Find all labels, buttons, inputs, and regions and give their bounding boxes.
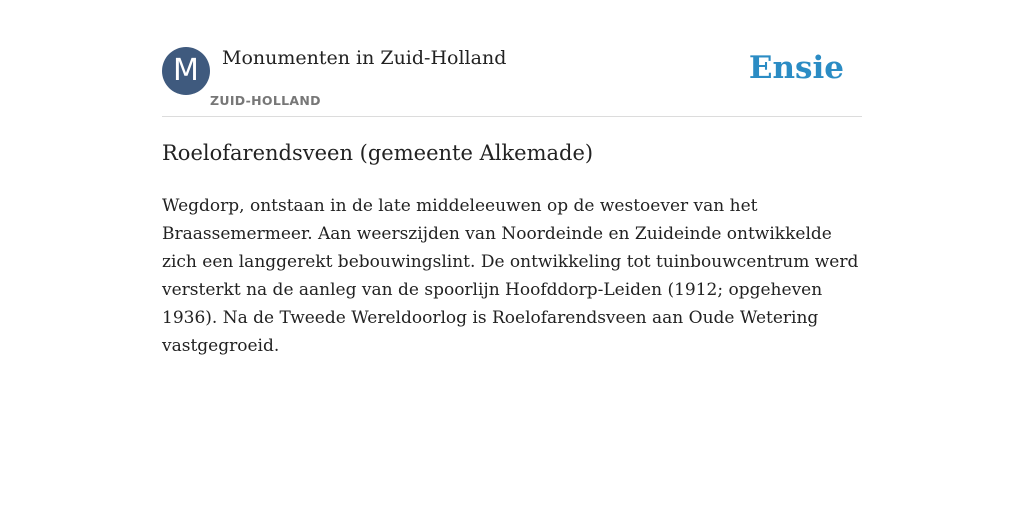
article-body: Wegdorp, ontstaan in de late middeleeuwen op de westoever van het Braassemermeer. Aan weerszijden van Noordeinde en Zuideinde ontwikkelde zich een langgerekt bebouwingslint. De ontwikkeling tot tuinbouwcentrum werd versterkt na de aanleg van de spoorlijn Hoofddorp-Leiden (1912; opgeheven 1936). Na de Tweede Wereldoorlog is Roelofarendsveen aan Oude Wetering vastgegroeid.: [162, 196, 859, 356]
collection-title-link[interactable]: Monumenten in Zuid-Holland: [222, 47, 507, 69]
avatar[interactable]: M: [162, 47, 210, 95]
ensie-logo[interactable]: Ensie: [748, 50, 844, 86]
region-label[interactable]: ZUID-HOLLAND: [210, 93, 321, 108]
collection-header: [162, 46, 862, 117]
article-title: Roelofarendsveen (gemeente Alkemade): [162, 141, 594, 165]
